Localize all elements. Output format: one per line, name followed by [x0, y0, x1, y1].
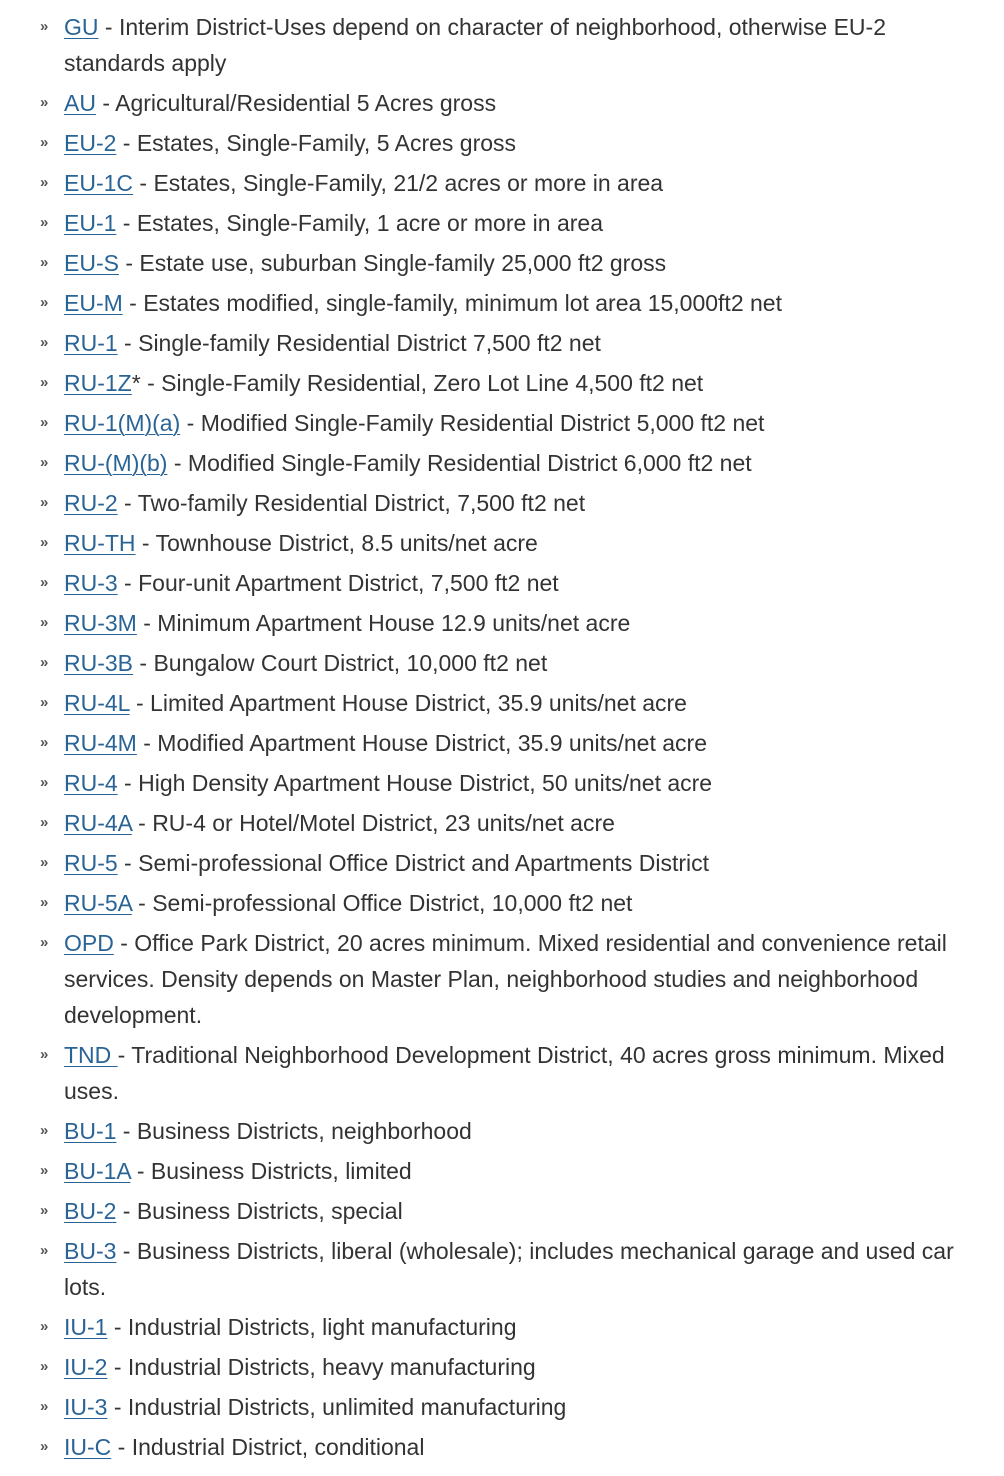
zone-description: - Single-family Residential District 7,500 ft2 net: [117, 330, 601, 356]
zone-code-link[interactable]: BU-1A: [64, 1158, 131, 1184]
zoning-list-item: [40, 325, 964, 361]
zone-description: - Office Park District, 20 acres minimum. Mixed residential and convenience retail services. Density depends on Master Plan, neighborhood studies and neighborhood development.: [64, 930, 947, 1028]
zone-code-link[interactable]: RU-4A: [64, 810, 132, 836]
zoning-list-item: [40, 405, 964, 441]
zoning-list-item: [40, 125, 964, 161]
zone-code-link[interactable]: RU-(M)(b): [64, 450, 168, 476]
zone-description: - Industrial Districts, light manufacturing: [107, 1314, 517, 1340]
double-chevron-bullet-icon: »: [40, 934, 47, 951]
zone-code-link[interactable]: RU-3B: [64, 650, 134, 676]
zoning-list-item: [40, 1349, 964, 1385]
double-chevron-bullet-icon: »: [40, 1122, 47, 1139]
zone-code-link[interactable]: GU: [64, 14, 99, 40]
zone-code-link[interactable]: RU-4: [64, 770, 118, 796]
zoning-list-item: [40, 165, 964, 201]
double-chevron-bullet-icon: »: [40, 294, 47, 311]
zone-description: - Modified Apartment House District, 35.9 units/net acre: [136, 730, 707, 756]
zoning-list-item: [40, 285, 964, 321]
zone-code-link[interactable]: RU-2: [64, 490, 118, 516]
double-chevron-bullet-icon: »: [40, 494, 47, 511]
zone-code-link[interactable]: RU-5: [64, 850, 118, 876]
zone-code-link[interactable]: RU-1(M)(a): [64, 410, 181, 436]
zone-code-link[interactable]: TND: [64, 1042, 118, 1068]
zone-description: - Agricultural/Residential 5 Acres gross: [95, 90, 497, 116]
zone-description: - Estates modified, single-family, minimum lot area 15,000ft2 net: [122, 290, 782, 316]
zone-description: - Industrial Districts, unlimited manufacturing: [107, 1394, 567, 1420]
zoning-list-item: [40, 445, 964, 481]
zoning-list-item: [40, 1153, 964, 1189]
zone-description: - Business Districts, limited: [130, 1158, 412, 1184]
double-chevron-bullet-icon: »: [40, 1318, 47, 1335]
zone-code-suffix: *: [131, 370, 141, 396]
zoning-list-item: [40, 1389, 964, 1425]
zone-code-link[interactable]: RU-3M: [64, 610, 137, 636]
zone-code-link[interactable]: AU: [64, 90, 96, 116]
zone-description: - Single-Family Residential, Zero Lot Line 4,500 ft2 net: [140, 370, 704, 396]
zoning-list-item: [40, 685, 964, 721]
double-chevron-bullet-icon: »: [40, 1438, 47, 1455]
zone-code-link[interactable]: RU-1: [64, 330, 118, 356]
zoning-list-item: [40, 1309, 964, 1345]
double-chevron-bullet-icon: »: [40, 1398, 47, 1415]
double-chevron-bullet-icon: »: [40, 774, 47, 791]
zone-description: - Limited Apartment House District, 35.9 units/net acre: [129, 690, 687, 716]
zone-code-link[interactable]: IU-C: [64, 1434, 112, 1460]
zoning-list-item: [40, 485, 964, 521]
double-chevron-bullet-icon: »: [40, 694, 47, 711]
double-chevron-bullet-icon: »: [40, 414, 47, 431]
double-chevron-bullet-icon: »: [40, 334, 47, 351]
zoning-list-item: [40, 1193, 964, 1229]
double-chevron-bullet-icon: »: [40, 894, 47, 911]
zone-description: - Townhouse District, 8.5 units/net acre: [135, 530, 538, 556]
zone-description: - Business Districts, special: [116, 1198, 403, 1224]
double-chevron-bullet-icon: »: [40, 1358, 47, 1375]
zoning-list-item: [40, 365, 964, 401]
zoning-list-item: [40, 1429, 964, 1465]
double-chevron-bullet-icon: »: [40, 1162, 47, 1179]
zone-description: - Minimum Apartment House 12.9 units/net acre: [136, 610, 631, 636]
zoning-list-item: [40, 725, 964, 761]
zone-description: - Interim District-Uses depend on character of neighborhood, otherwise EU-2 standards apply: [64, 14, 886, 76]
double-chevron-bullet-icon: »: [40, 854, 47, 871]
zone-description: - Modified Single-Family Residential District 5,000 ft2 net: [180, 410, 765, 436]
zoning-list-item: [40, 645, 964, 681]
zone-code-link[interactable]: EU-1: [64, 210, 117, 236]
double-chevron-bullet-icon: »: [40, 534, 47, 551]
zone-description: - Business Districts, neighborhood: [116, 1118, 472, 1144]
double-chevron-bullet-icon: »: [40, 174, 47, 191]
double-chevron-bullet-icon: »: [40, 614, 47, 631]
zone-code-link[interactable]: RU-5A: [64, 890, 132, 916]
double-chevron-bullet-icon: »: [40, 814, 47, 831]
zoning-list-item: [40, 525, 964, 561]
zone-code-link[interactable]: EU-M: [64, 290, 123, 316]
zone-code-link[interactable]: EU-2: [64, 130, 117, 156]
double-chevron-bullet-icon: »: [40, 214, 47, 231]
zone-description: - Semi-professional Office District, 10,000 ft2 net: [131, 890, 633, 916]
zone-description: - Modified Single-Family Residential District 6,000 ft2 net: [167, 450, 752, 476]
double-chevron-bullet-icon: »: [40, 1242, 47, 1259]
zoning-list-item: [40, 245, 964, 281]
zoning-list-item: [40, 805, 964, 841]
zone-description: - Industrial Districts, heavy manufacturing: [107, 1354, 536, 1380]
double-chevron-bullet-icon: »: [40, 1202, 47, 1219]
zone-description: - High Density Apartment House District, 50 units/net acre: [117, 770, 713, 796]
zoning-list-item: [40, 85, 964, 121]
zoning-list-item: [40, 9, 964, 81]
zone-description: - Business Districts, liberal (wholesale); includes mechanical garage and used car lots.: [64, 1238, 954, 1300]
zone-code-link[interactable]: EU-S: [64, 250, 119, 276]
zone-code-link[interactable]: BU-1: [64, 1118, 117, 1144]
zone-description: - Semi-professional Office District and Apartments District: [117, 850, 710, 876]
zoning-list-item: [40, 1113, 964, 1149]
zoning-list-item: [40, 565, 964, 601]
zone-code-link[interactable]: IU-1: [64, 1314, 108, 1340]
zone-description: - Estates, Single-Family, 1 acre or more in area: [116, 210, 603, 236]
zone-description: - Estates, Single-Family, 21/2 acres or more in area: [133, 170, 664, 196]
zoning-list-item: [40, 1233, 964, 1305]
zone-description: - Estates, Single-Family, 5 Acres gross: [116, 130, 517, 156]
double-chevron-bullet-icon: »: [40, 134, 47, 151]
zone-code-link[interactable]: IU-2: [64, 1354, 108, 1380]
double-chevron-bullet-icon: »: [40, 454, 47, 471]
zone-code-link[interactable]: RU-TH: [64, 530, 136, 556]
zone-description: - Estate use, suburban Single-family 25,000 ft2 gross: [118, 250, 667, 276]
zone-code-link[interactable]: IU-3: [64, 1394, 108, 1420]
double-chevron-bullet-icon: »: [40, 254, 47, 271]
zoning-list-item: [40, 885, 964, 921]
zone-code-link[interactable]: BU-3: [64, 1238, 117, 1264]
zone-code-link[interactable]: OPD: [64, 930, 114, 956]
zone-code-link[interactable]: BU-2: [64, 1198, 117, 1224]
double-chevron-bullet-icon: »: [40, 18, 47, 35]
zone-description: - Two-family Residential District, 7,500 ft2 net: [117, 490, 586, 516]
zone-code-link[interactable]: RU-1Z: [64, 370, 132, 396]
double-chevron-bullet-icon: »: [40, 654, 47, 671]
double-chevron-bullet-icon: »: [40, 1046, 47, 1063]
zoning-list-item: [40, 1037, 964, 1109]
zone-description: - Traditional Neighborhood Development District, 40 acres gross minimum. Mixed uses.: [64, 1042, 945, 1104]
zoning-list-item: [40, 205, 964, 241]
double-chevron-bullet-icon: »: [40, 374, 47, 391]
zone-code-link[interactable]: RU-4L: [64, 690, 130, 716]
zone-description: - Industrial District, conditional: [111, 1434, 425, 1460]
zoning-list-item: [40, 605, 964, 641]
zone-description: - Bungalow Court District, 10,000 ft2 net: [133, 650, 548, 676]
zoning-list-item: [40, 925, 964, 1033]
zone-code-link[interactable]: RU-4M: [64, 730, 137, 756]
zone-code-link[interactable]: EU-1C: [64, 170, 134, 196]
double-chevron-bullet-icon: »: [40, 574, 47, 591]
double-chevron-bullet-icon: »: [40, 94, 47, 111]
zone-description: - RU-4 or Hotel/Motel District, 23 units/net acre: [131, 810, 615, 836]
zone-code-link[interactable]: RU-3: [64, 570, 118, 596]
zoning-list-item: [40, 845, 964, 881]
zone-description: - Four-unit Apartment District, 7,500 ft2 net: [117, 570, 559, 596]
zoning-list-item: [40, 765, 964, 801]
double-chevron-bullet-icon: »: [40, 734, 47, 751]
